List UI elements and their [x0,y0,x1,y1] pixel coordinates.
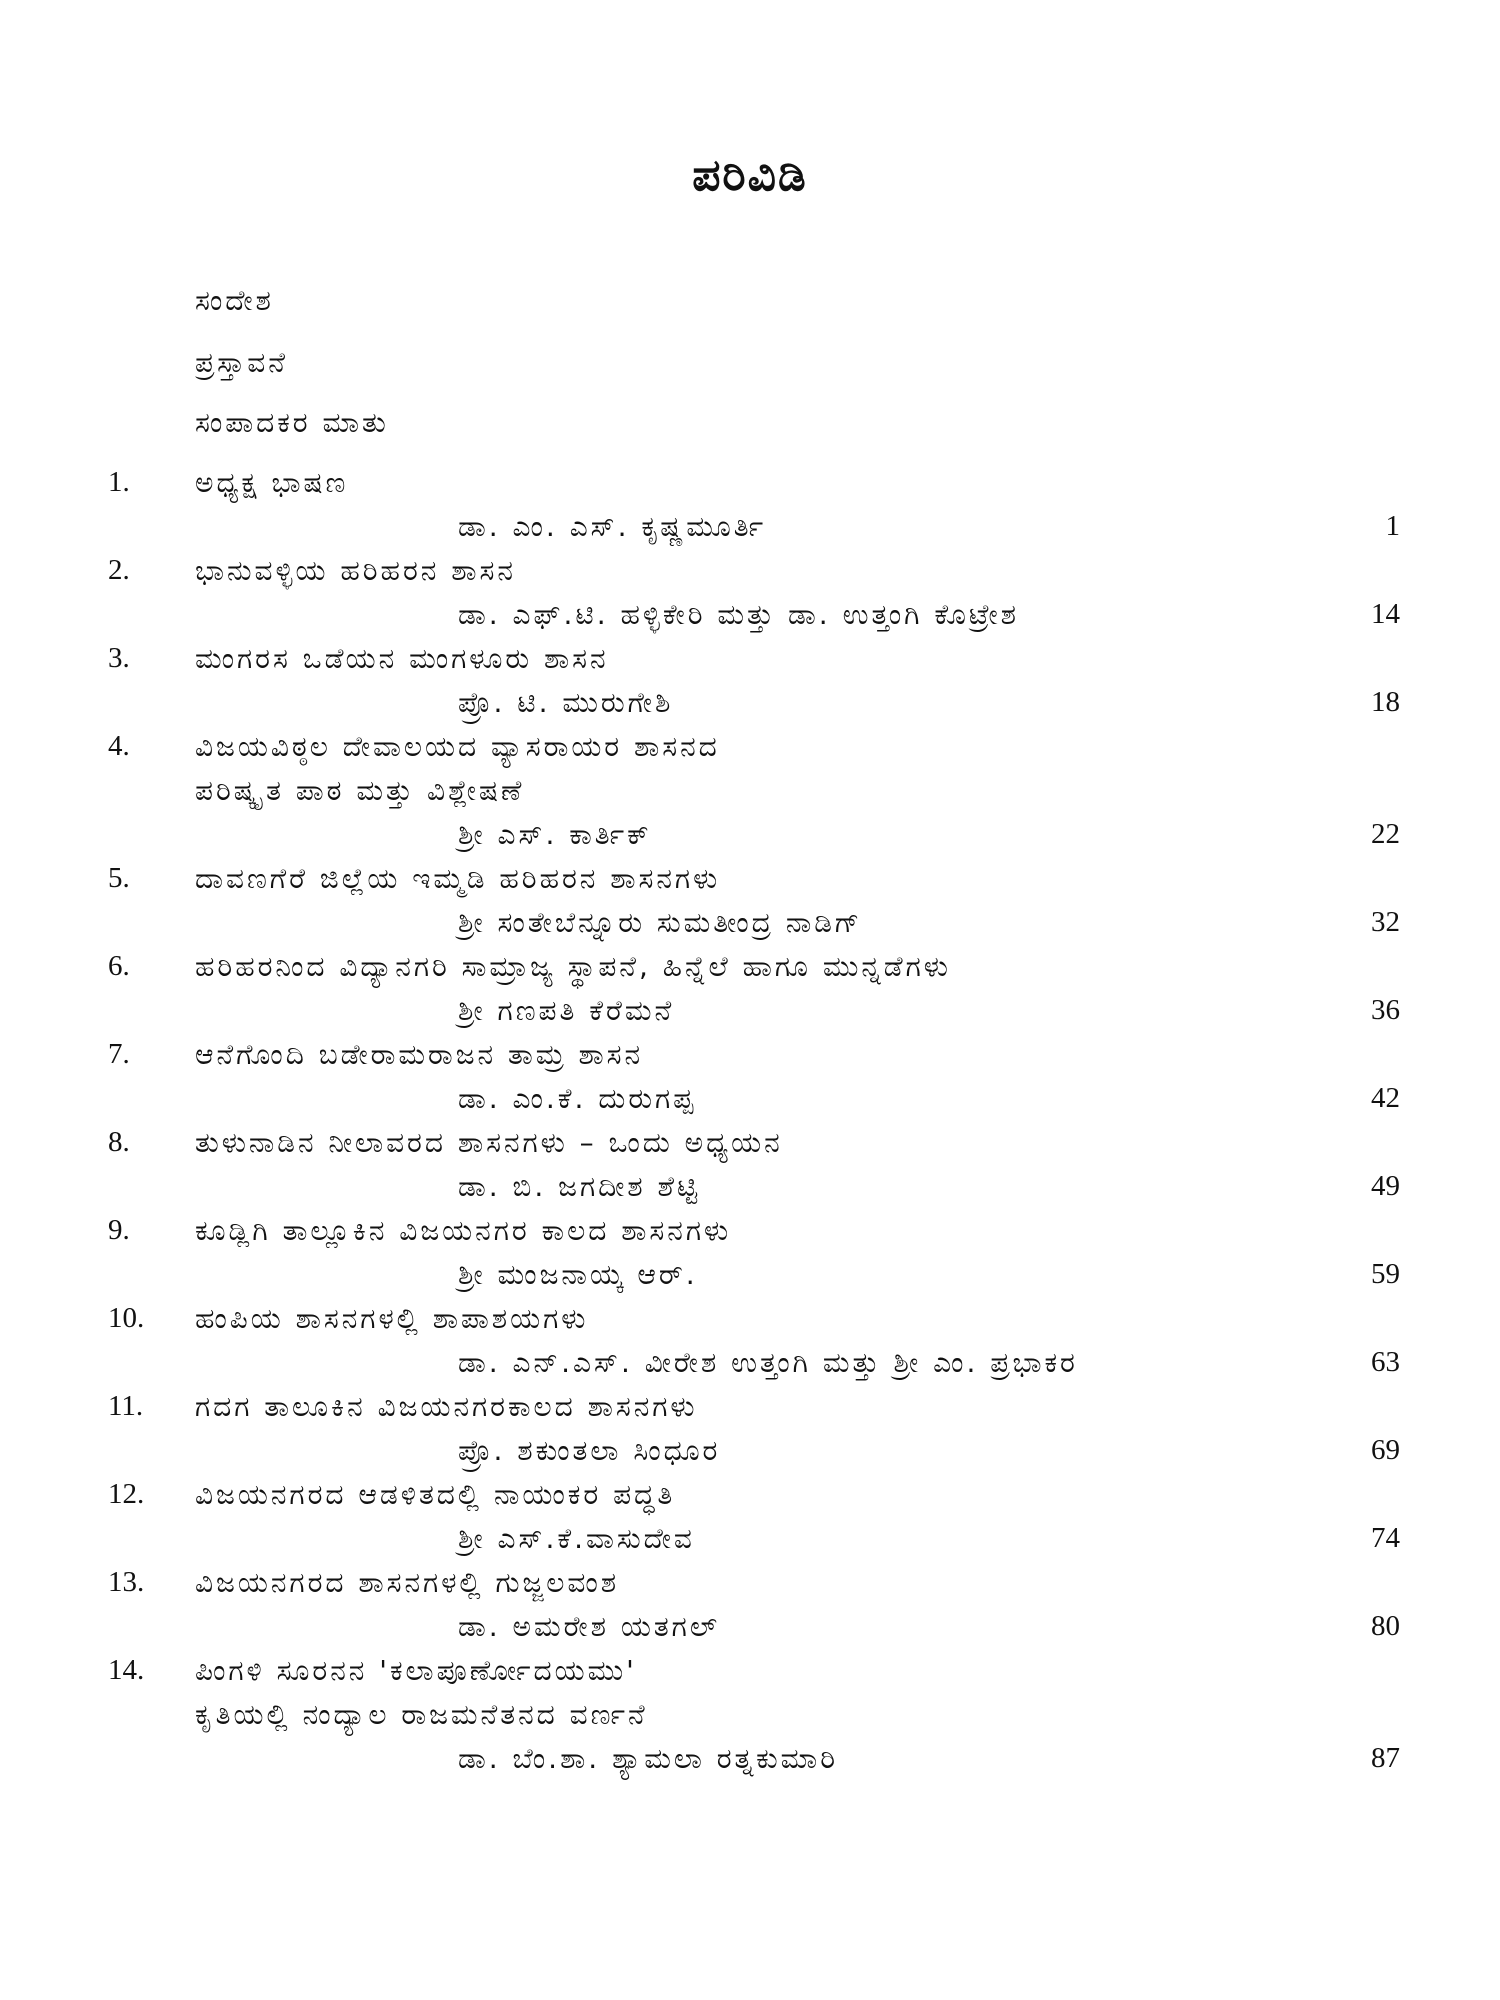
entry-author: ಶ್ರೀ ಸಂತೇಬೆನ್ನೂರು ಸುಮತೀಂದ್ರ ನಾಡಿಗ್ [458,906,863,939]
entry-page: 42 [1371,1082,1400,1114]
entry-number: 6. [108,950,130,982]
entry-author: ಪ್ರೊ. ಶಕುಂತಲಾ ಸಿಂಧೂರ [458,1434,721,1467]
entry-author: ಡಾ. ಎನ್.ಎಸ್. ವೀರೇಶ ಉತ್ತಂಗಿ ಮತ್ತು ಶ್ರೀ ಎಂ. ಪ್ರಭಾಕರ [458,1346,1078,1379]
entry-author: ಡಾ. ಬಿ. ಜಗದೀಶ ಶೆಟ್ಟಿ [458,1170,701,1203]
front-matter-item: ಸಂದೇಶ [195,284,274,317]
entry-title: ವಿಜಯನಗರದ ಶಾಸನಗಳಲ್ಲಿ ಗುಜ್ಜಲವಂಶ [195,1566,620,1599]
page-title: ಪರಿವಿಡಿ [692,150,808,201]
entry-title: ಹಂಪಿಯ ಶಾಸನಗಳಲ್ಲಿ ಶಾಪಾಶಯಗಳು [195,1302,589,1335]
entry-title: ಆನೆಗೊಂದಿ ಬಡೇರಾಮರಾಜನ ತಾಮ್ರ ಶಾಸನ [195,1038,644,1071]
entry-title-continued: ಕೃತಿಯಲ್ಲಿ ನಂದ್ಯಾಲ ರಾಜಮನೆತನದ ವರ್ಣನೆ [195,1698,648,1731]
entry-author: ಡಾ. ಬೆಂ.ಶಾ. ಶ್ಯಾಮಲಾ ರತ್ನಕುಮಾರಿ [458,1742,838,1775]
entry-title: ಅಧ್ಯಕ್ಷ ಭಾಷಣ [195,466,349,499]
entry-page: 1 [1385,510,1400,542]
entry-page: 18 [1371,686,1400,718]
toc-entry [0,950,1500,1038]
toc-entry [0,642,1500,730]
entry-page: 49 [1371,1170,1400,1202]
entry-title: ವಿಜಯವಿಠ್ಠಲ ದೇವಾಲಯದ ವ್ಯಾಸರಾಯರ ಶಾಸನದ [195,730,720,763]
entry-page: 80 [1371,1610,1400,1642]
entry-author: ಡಾ. ಅಮರೇಶ ಯತಗಲ್ [458,1610,721,1643]
entry-title: ಭಾನುವಳ್ಳಿಯ ಹರಿಹರನ ಶಾಸನ [195,554,516,587]
front-matter-item: ಸಂಪಾದಕರ ಮಾತು [195,406,389,439]
entry-number: 10. [108,1302,145,1334]
toc-entry [0,1390,1500,1478]
toc-entry [0,1302,1500,1390]
toc-entry [0,862,1500,950]
toc-entry [0,1038,1500,1126]
toc-entry [0,1654,1500,1786]
entry-number: 7. [108,1038,130,1070]
toc-entry [0,730,1500,862]
toc-entry [0,1126,1500,1214]
entry-title: ಪಿಂಗಳಿ ಸೂರನನ 'ಕಲಾಪೂರ್ಣೋದಯಮು' [195,1654,637,1687]
entry-title-continued: ಪರಿಷ್ಕೃತ ಪಾಠ ಮತ್ತು ವಿಶ್ಲೇಷಣೆ [195,774,525,807]
entry-author: ಶ್ರೀ ಮಂಜನಾಯ್ಕ ಆರ್. [458,1258,698,1291]
entry-page: 32 [1371,906,1400,938]
entry-author: ಡಾ. ಎಫ್.ಟಿ. ಹಳ್ಳಿಕೇರಿ ಮತ್ತು ಡಾ. ಉತ್ತಂಗಿ ಕೊಟ್ರೇಶ [458,598,1020,631]
entry-author: ಡಾ. ಎಂ.ಕೆ. ದುರುಗಪ್ಪ [458,1082,697,1115]
toc-entry [0,1214,1500,1302]
entry-author: ಪ್ರೊ. ಟಿ. ಮುರುಗೇಶಿ [458,686,674,719]
entry-title: ಹರಿಹರನಿಂದ ವಿದ್ಯಾನಗರಿ ಸಾಮ್ರಾಜ್ಯ ಸ್ಥಾಪನೆ, ಹಿನ್ನೆಲೆ ಹಾಗೂ ಮುನ್ನಡೆಗಳು [195,950,951,983]
entry-number: 11. [108,1390,144,1422]
entry-page: 63 [1371,1346,1400,1378]
entry-number: 14. [108,1654,145,1686]
entry-page: 69 [1371,1434,1400,1466]
entry-number: 4. [108,730,130,762]
entry-page: 36 [1371,994,1400,1026]
entry-author: ಶ್ರೀ ಗಣಪತಿ ಕೆರೆಮನೆ [458,994,675,1027]
entry-author: ಡಾ. ಎಂ. ಎಸ್. ಕೃಷ್ಣಮೂರ್ತಿ [458,510,767,543]
entry-title: ದಾವಣಗೆರೆ ಜಿಲ್ಲೆಯ ಇಮ್ಮಡಿ ಹರಿಹರನ ಶಾಸನಗಳು [195,862,721,895]
entry-page: 59 [1371,1258,1400,1290]
entry-page: 22 [1371,818,1400,850]
entry-title: ಕೂಡ್ಲಿಗಿ ತಾಲ್ಲೂಕಿನ ವಿಜಯನಗರ ಕಾಲದ ಶಾಸನಗಳು [195,1214,732,1247]
entry-number: 8. [108,1126,130,1158]
entry-number: 1. [108,466,130,498]
entry-page: 87 [1371,1742,1400,1774]
toc-entry [0,1566,1500,1654]
entry-page: 74 [1371,1522,1400,1554]
entry-number: 3. [108,642,130,674]
toc-entry [0,554,1500,642]
entry-author: ಶ್ರೀ ಎಸ್.ಕೆ.ವಾಸುದೇವ [458,1522,695,1555]
entry-author: ಶ್ರೀ ಎಸ್. ಕಾರ್ತಿಕ್ [458,818,652,851]
entry-number: 5. [108,862,130,894]
toc-entry [0,466,1500,554]
entry-page: 14 [1371,598,1400,630]
entry-title: ತುಳುನಾಡಿನ ನೀಲಾವರದ ಶಾಸನಗಳು – ಒಂದು ಅಧ್ಯಯನ [195,1126,783,1159]
front-matter-item: ಪ್ರಸ್ತಾವನೆ [195,346,288,379]
entry-number: 9. [108,1214,130,1246]
toc-entry [0,1478,1500,1566]
entry-number: 12. [108,1478,145,1510]
entry-number: 13. [108,1566,145,1598]
entry-title: ವಿಜಯನಗರದ ಆಡಳಿತದಲ್ಲಿ ನಾಯಂಕರ ಪದ್ಧತಿ [195,1478,676,1511]
entry-number: 2. [108,554,130,586]
entry-title: ಮಂಗರಸ ಒಡೆಯನ ಮಂಗಳೂರು ಶಾಸನ [195,642,609,675]
entry-title: ಗದಗ ತಾಲೂಕಿನ ವಿಜಯನಗರಕಾಲದ ಶಾಸನಗಳು [195,1390,698,1423]
table-of-contents [0,466,1500,1786]
